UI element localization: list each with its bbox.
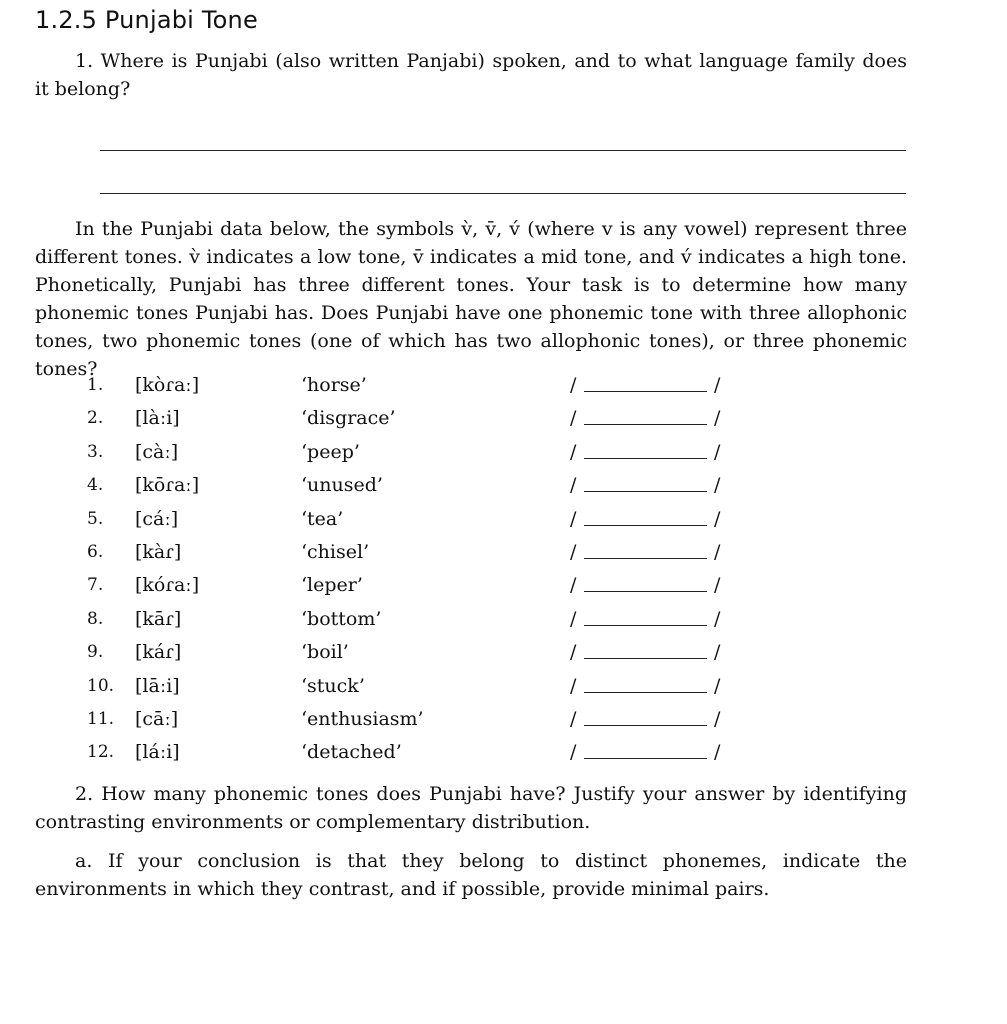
phonemic-answer-blank[interactable] <box>584 572 707 592</box>
phonetic-form: [cáː] <box>135 507 179 530</box>
item-number: 7. <box>87 575 104 596</box>
question-1: 1. Where is Punjabi (also written Panjabi) spoken, and to what language family does it belong? <box>35 50 907 100</box>
intro-paragraph: In the Punjabi data below, the symbols v̀, v̄, v́ (where v is any vowel) represent three different tones. v̀ indicates a low tone, v̄ indicates a mid tone, and v́ indicates a high tone. Phonetically, Punjabi has three different tones. Your task is to determine how many phonemic tones Punjabi has. Does Punjabi have one phonemic tone with three allophonic tones, two phonemic tones (one of which has two allophonic tones), or three phonemic tones? <box>35 218 907 380</box>
phonetic-form: [káɾ] <box>135 641 182 664</box>
slash-right: / <box>714 507 721 530</box>
item-number: 9. <box>87 642 104 663</box>
gloss: ‘disgrace’ <box>301 407 396 430</box>
slash-left: / <box>570 541 577 563</box>
item-number: 11. <box>87 709 115 729</box>
phonemic-answer-blank[interactable] <box>584 439 707 459</box>
gloss: ‘leper’ <box>301 574 363 597</box>
section-heading: 1.2.5 Punjabi Tone <box>35 6 258 34</box>
slash-left: / <box>570 474 577 497</box>
phonemic-answer-blank[interactable] <box>584 506 707 526</box>
item-number: 10. <box>87 675 115 696</box>
slash-left: / <box>570 641 577 664</box>
data-row <box>0 706 1007 732</box>
data-row <box>0 639 1007 665</box>
slash-right: / <box>714 374 721 396</box>
phonetic-form: [kāɾ] <box>135 607 182 630</box>
slash-right: / <box>714 741 721 764</box>
phonemic-answer-blank[interactable] <box>584 739 707 759</box>
data-row <box>0 439 1007 465</box>
slash-right: / <box>714 440 721 463</box>
data-row <box>0 472 1007 498</box>
slash-right: / <box>714 641 721 664</box>
phonetic-form: [kàɾ] <box>135 541 182 563</box>
slash-left: / <box>570 407 577 430</box>
gloss: ‘chisel’ <box>301 541 370 563</box>
slash-left: / <box>570 574 577 597</box>
item-number: 6. <box>87 542 104 562</box>
phonemic-answer-blank[interactable] <box>584 539 707 559</box>
gloss: ‘peep’ <box>301 440 360 463</box>
slash-right: / <box>714 574 721 597</box>
item-number: 8. <box>87 608 104 629</box>
item-number: 12. <box>87 742 115 763</box>
phonemic-answer-blank[interactable] <box>584 639 707 659</box>
phonemic-answer-blank[interactable] <box>584 472 707 492</box>
phonetic-form: [kòɾaː] <box>135 374 200 396</box>
phonemic-answer-blank[interactable] <box>584 673 707 693</box>
phonetic-form: [kōɾaː] <box>135 474 200 497</box>
data-row <box>0 539 1007 565</box>
slash-right: / <box>714 474 721 497</box>
slash-left: / <box>570 607 577 630</box>
data-row <box>0 673 1007 699</box>
gloss: ‘horse’ <box>301 374 367 396</box>
slash-left: / <box>570 374 577 396</box>
phonetic-form: [càː] <box>135 440 179 463</box>
phonemic-answer-blank[interactable] <box>584 405 707 425</box>
gloss: ‘stuck’ <box>301 674 365 697</box>
slash-left: / <box>570 507 577 530</box>
phonetic-form: [làːi] <box>135 407 180 430</box>
answer-line-1[interactable] <box>100 150 906 151</box>
data-row <box>0 606 1007 632</box>
data-row <box>0 506 1007 532</box>
data-row <box>0 405 1007 431</box>
gloss: ‘tea’ <box>301 507 344 530</box>
slash-right: / <box>714 541 721 563</box>
phonetic-form: [lāːi] <box>135 674 180 697</box>
slash-right: / <box>714 607 721 630</box>
answer-line-2[interactable] <box>100 193 906 194</box>
phonemic-answer-blank[interactable] <box>584 706 707 726</box>
item-number: 1. <box>87 375 104 395</box>
phonemic-answer-blank[interactable] <box>584 372 707 392</box>
phonetic-form: [cāː] <box>135 708 179 730</box>
slash-right: / <box>714 407 721 430</box>
data-row <box>0 572 1007 598</box>
item-number: 3. <box>87 441 104 462</box>
gloss: ‘enthusiasm’ <box>301 708 424 730</box>
question-2a: a. If your conclusion is that they belong to distinct phonemes, indicate the environments in which they contrast, and if possible, provide minimal pairs. <box>35 850 907 900</box>
phonetic-form: [kóɾaː] <box>135 574 200 597</box>
item-number: 4. <box>87 475 104 496</box>
phonetic-form: [láːi] <box>135 741 180 764</box>
slash-left: / <box>570 708 577 730</box>
data-row <box>0 372 1007 398</box>
slash-right: / <box>714 674 721 697</box>
slash-right: / <box>714 708 721 730</box>
slash-left: / <box>570 440 577 463</box>
gloss: ‘bottom’ <box>301 607 382 630</box>
item-number: 5. <box>87 508 104 529</box>
item-number: 2. <box>87 408 104 429</box>
question-2: 2. How many phonemic tones does Punjabi have? Justify your answer by identifying contrasting environments or complementary distribution. <box>35 783 907 833</box>
data-row <box>0 739 1007 765</box>
slash-left: / <box>570 741 577 764</box>
phonemic-answer-blank[interactable] <box>584 606 707 626</box>
gloss: ‘boil’ <box>301 641 349 664</box>
gloss: ‘unused’ <box>301 474 383 497</box>
gloss: ‘detached’ <box>301 741 402 764</box>
slash-left: / <box>570 674 577 697</box>
